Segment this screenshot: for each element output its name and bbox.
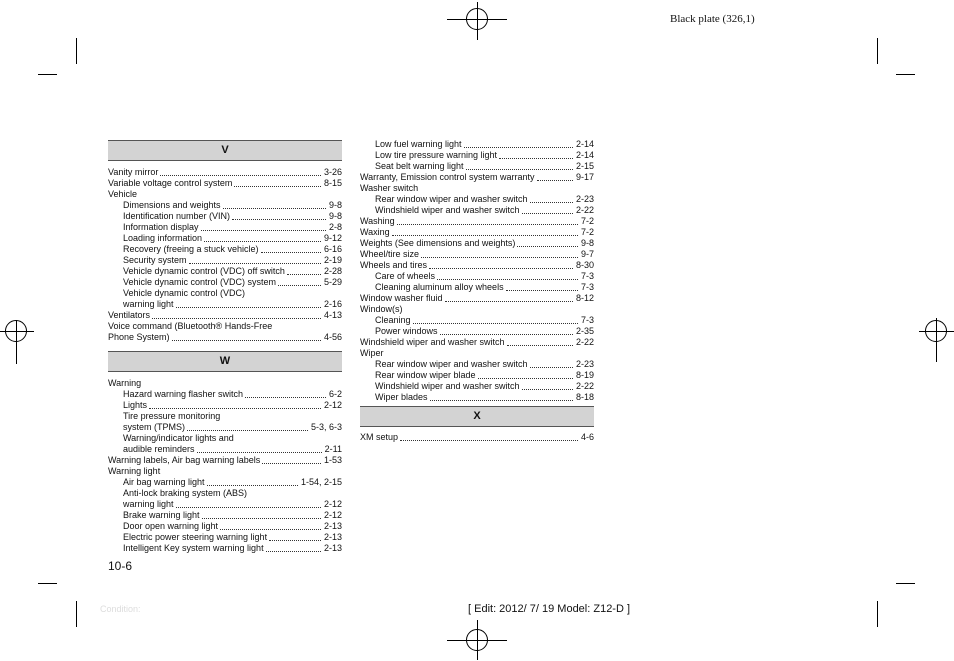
leader-dots	[506, 290, 578, 291]
index-entry	[108, 277, 342, 288]
leader-dots	[234, 186, 321, 187]
index-entry	[360, 271, 594, 282]
crop-mark	[896, 583, 915, 584]
leader-dots	[176, 507, 321, 508]
index-entry	[360, 370, 594, 381]
entry-page: 8-15	[323, 178, 342, 188]
index-column-right	[360, 140, 594, 443]
crop-mark	[896, 74, 915, 75]
index-entry	[108, 189, 342, 200]
index-entry	[108, 488, 342, 499]
entry-term: Dimensions and weights	[123, 200, 221, 210]
entry-term: Tire pressure monitoring	[123, 411, 221, 421]
entry-term: Intelligent Key system warning light	[123, 543, 264, 553]
entry-page: 8-12	[575, 293, 594, 303]
index-entry	[360, 150, 594, 161]
entry-term: Wiper	[360, 348, 384, 358]
leader-dots	[507, 345, 573, 346]
entry-page: 3-26	[323, 167, 342, 177]
leader-dots	[464, 147, 573, 148]
index-entry	[108, 200, 342, 211]
leader-dots	[530, 202, 573, 203]
entry-term: Vehicle	[108, 189, 138, 199]
entry-term: Warning	[108, 378, 142, 388]
index-entry	[108, 233, 342, 244]
leader-dots	[278, 285, 321, 286]
entry-term: Security system	[123, 255, 187, 265]
entry-term: Low fuel warning light	[375, 139, 462, 149]
entry-term: Vehicle dynamic control (VDC)	[123, 288, 246, 298]
leader-dots	[530, 367, 573, 368]
entry-page: 2-12	[323, 499, 342, 509]
index-entry	[360, 161, 594, 172]
entry-page: 9-7	[580, 249, 594, 259]
leader-dots	[207, 485, 298, 486]
index-list-v	[108, 167, 342, 343]
entry-page: 9-8	[328, 200, 342, 210]
leader-dots	[440, 334, 573, 335]
index-entry	[360, 381, 594, 392]
index-entry	[108, 510, 342, 521]
entry-page: 2-13	[323, 543, 342, 553]
entry-page: 1-53	[323, 455, 342, 465]
index-list-w-continued	[360, 139, 594, 403]
entry-page: 9-12	[323, 233, 342, 243]
index-entry	[360, 315, 594, 326]
leader-dots	[160, 175, 321, 176]
entry-term: Windshield wiper and washer switch	[375, 205, 520, 215]
leader-dots	[232, 219, 326, 220]
entry-term: XM setup	[360, 432, 399, 442]
index-entry	[360, 293, 594, 304]
entry-term: Window washer fluid	[360, 293, 443, 303]
entry-term: Seat belt warning light	[375, 161, 464, 171]
entry-term: Rear window wiper blade	[375, 370, 476, 380]
index-entry	[360, 282, 594, 293]
entry-page: 8-19	[575, 370, 594, 380]
entry-term: Washer switch	[360, 183, 419, 193]
index-entry	[108, 266, 342, 277]
index-entry	[360, 432, 594, 443]
leader-dots	[499, 158, 573, 159]
leader-dots	[478, 378, 573, 379]
index-entry	[360, 205, 594, 216]
entry-term: Warning/indicator lights and	[123, 433, 234, 443]
section-header-v: V	[108, 140, 342, 161]
leader-dots	[266, 551, 321, 552]
leader-dots	[197, 452, 322, 453]
index-entry	[108, 477, 342, 488]
entry-term: Washing	[360, 216, 395, 226]
index-entry	[108, 378, 342, 389]
index-entry	[108, 211, 342, 222]
entry-term: Cleaning	[375, 315, 411, 325]
entry-page: 7-3	[580, 315, 594, 325]
index-column-left	[108, 140, 342, 554]
crop-mark	[38, 74, 57, 75]
leader-dots	[149, 408, 321, 409]
registration-mark	[5, 320, 27, 342]
leader-dots	[176, 307, 321, 308]
entry-term: Vanity mirror	[108, 167, 159, 177]
index-entry	[360, 249, 594, 260]
leader-dots	[172, 340, 321, 341]
entry-term: Cleaning aluminum alloy wheels	[375, 282, 504, 292]
entry-term: Loading information	[123, 233, 203, 243]
index-entry	[108, 543, 342, 554]
leader-dots	[261, 252, 321, 253]
entry-page: 4-13	[323, 310, 342, 320]
leader-dots	[392, 235, 578, 236]
entry-term: Window(s)	[360, 304, 403, 314]
entry-page: 5-3, 6-3	[310, 422, 342, 432]
entry-page: 4-56	[323, 332, 342, 342]
entry-page: 5-29	[323, 277, 342, 287]
leader-dots	[223, 208, 326, 209]
entry-page: 2-15	[575, 161, 594, 171]
index-entry	[360, 359, 594, 370]
index-list-x	[360, 432, 594, 443]
entry-term: Anti-lock braking system (ABS)	[123, 488, 248, 498]
crop-mark	[76, 38, 77, 64]
index-entry	[108, 455, 342, 466]
index-entry	[108, 389, 342, 400]
leader-dots	[522, 389, 573, 390]
leader-dots	[437, 279, 578, 280]
entry-page: 2-35	[575, 326, 594, 336]
entry-page: 2-22	[575, 205, 594, 215]
entry-page: 2-23	[575, 359, 594, 369]
index-entry	[360, 227, 594, 238]
entry-page: 7-3	[580, 271, 594, 281]
entry-term: Lights	[123, 400, 148, 410]
index-entry	[108, 310, 342, 321]
leader-dots	[204, 241, 321, 242]
index-entry	[108, 400, 342, 411]
entry-term: Brake warning light	[123, 510, 200, 520]
index-entry	[108, 321, 342, 332]
index-entry	[108, 499, 342, 510]
index-entry	[360, 260, 594, 271]
entry-page: 2-12	[323, 400, 342, 410]
entry-page: 2-23	[575, 194, 594, 204]
leader-dots	[522, 213, 573, 214]
entry-page: 8-30	[575, 260, 594, 270]
leader-dots	[466, 169, 573, 170]
index-entry	[360, 304, 594, 315]
registration-mark	[925, 320, 947, 342]
leader-dots	[421, 257, 578, 258]
entry-term: Electric power steering warning light	[123, 532, 268, 542]
entry-term: Wheels and tires	[360, 260, 428, 270]
entry-term: Waxing	[360, 227, 390, 237]
entry-term: Wiper blades	[375, 392, 428, 402]
entry-page: 2-14	[575, 139, 594, 149]
index-entry	[108, 178, 342, 189]
index-entry	[360, 216, 594, 227]
entry-page: 7-2	[580, 216, 594, 226]
entry-term: Recovery (freeing a stuck vehicle)	[123, 244, 259, 254]
leader-dots	[202, 518, 321, 519]
entry-term: Low tire pressure warning light	[375, 150, 498, 160]
leader-dots	[397, 224, 578, 225]
leader-dots	[413, 323, 578, 324]
condition-label: Condition:	[100, 604, 141, 614]
entry-term: Wheel/tire size	[360, 249, 420, 259]
entry-term: Ventilators	[108, 310, 151, 320]
index-entry	[108, 288, 342, 299]
entry-page: 2-22	[575, 381, 594, 391]
index-entry	[108, 255, 342, 266]
entry-term: Care of wheels	[375, 271, 436, 281]
leader-dots	[537, 180, 573, 181]
entry-term: warning light	[123, 499, 174, 509]
entry-term: audible reminders	[123, 444, 195, 454]
index-entry	[108, 244, 342, 255]
leader-dots	[287, 274, 321, 275]
index-entry	[108, 433, 342, 444]
entry-term: Warning light	[108, 466, 161, 476]
crop-mark	[76, 601, 77, 627]
crop-mark	[38, 583, 57, 584]
index-entry	[108, 521, 342, 532]
index-entry	[360, 348, 594, 359]
index-entry	[360, 183, 594, 194]
crop-mark	[877, 601, 878, 627]
index-entry	[108, 422, 342, 433]
entry-term: Warning labels, Air bag warning labels	[108, 455, 261, 465]
index-entry	[360, 392, 594, 403]
index-entry	[360, 238, 594, 249]
entry-page: 2-14	[575, 150, 594, 160]
entry-page: 6-2	[328, 389, 342, 399]
page-number: 10-6	[108, 559, 133, 573]
entry-term: Warranty, Emission control system warranty	[360, 172, 535, 182]
entry-term: system (TPMS)	[123, 422, 185, 432]
entry-term: Identification number (VIN)	[123, 211, 231, 221]
entry-page: 6-16	[323, 244, 342, 254]
entry-page: 2-13	[323, 532, 342, 542]
index-entry	[108, 332, 342, 343]
index-entry	[108, 532, 342, 543]
index-entry	[108, 167, 342, 178]
entry-term: Voice command (Bluetooth® Hands-Free	[108, 321, 273, 331]
entry-page: 4-6	[580, 432, 594, 442]
index-entry	[108, 299, 342, 310]
leader-dots	[187, 430, 308, 431]
entry-page: 8-18	[575, 392, 594, 402]
entry-term: Phone System)	[108, 332, 170, 342]
entry-term: Variable voltage control system	[108, 178, 233, 188]
leader-dots	[430, 400, 573, 401]
entry-term: Windshield wiper and washer switch	[375, 381, 520, 391]
leader-dots	[445, 301, 573, 302]
entry-term: Weights (See dimensions and weights)	[360, 238, 516, 248]
leader-dots	[262, 463, 321, 464]
entry-page: 1-54, 2-15	[300, 477, 342, 487]
index-list-w	[108, 378, 342, 554]
section-header-w: W	[108, 351, 342, 372]
leader-dots	[189, 263, 321, 264]
index-entry	[360, 139, 594, 150]
index-entry	[108, 222, 342, 233]
index-entry	[360, 172, 594, 183]
entry-page: 2-8	[328, 222, 342, 232]
leader-dots	[201, 230, 326, 231]
entry-term: warning light	[123, 299, 174, 309]
entry-page: 9-17	[575, 172, 594, 182]
entry-term: Vehicle dynamic control (VDC) off switch	[123, 266, 285, 276]
entry-page: 9-8	[328, 211, 342, 221]
entry-page: 2-11	[324, 444, 342, 454]
entry-page: 2-19	[323, 255, 342, 265]
entry-term: Information display	[123, 222, 199, 232]
section-header-x: X	[360, 406, 594, 427]
leader-dots	[269, 540, 321, 541]
crop-mark	[877, 38, 878, 64]
index-entry	[360, 337, 594, 348]
index-entry	[108, 466, 342, 477]
entry-page: 9-8	[580, 238, 594, 248]
index-entry	[360, 326, 594, 337]
registration-mark	[466, 629, 488, 651]
entry-term: Windshield wiper and washer switch	[360, 337, 505, 347]
plate-label: Black plate (326,1)	[670, 13, 755, 25]
entry-term: Air bag warning light	[123, 477, 205, 487]
index-entry	[108, 411, 342, 422]
entry-page: 7-2	[580, 227, 594, 237]
entry-page: 2-22	[575, 337, 594, 347]
entry-term: Power windows	[375, 326, 438, 336]
leader-dots	[400, 440, 578, 441]
leader-dots	[152, 318, 321, 319]
entry-page: 7-3	[580, 282, 594, 292]
entry-page: 2-16	[323, 299, 342, 309]
leader-dots	[220, 529, 321, 530]
index-entry	[108, 444, 342, 455]
entry-term: Rear window wiper and washer switch	[375, 194, 528, 204]
entry-page: 2-28	[323, 266, 342, 276]
entry-page: 2-13	[323, 521, 342, 531]
entry-term: Rear window wiper and washer switch	[375, 359, 528, 369]
entry-term: Vehicle dynamic control (VDC) system	[123, 277, 277, 287]
leader-dots	[517, 246, 578, 247]
index-entry	[360, 194, 594, 205]
entry-term: Hazard warning flasher switch	[123, 389, 244, 399]
entry-term: Door open warning light	[123, 521, 219, 531]
registration-mark	[466, 8, 488, 30]
edit-info: [ Edit: 2012/ 7/ 19 Model: Z12-D ]	[468, 603, 631, 615]
leader-dots	[429, 268, 573, 269]
leader-dots	[245, 397, 326, 398]
entry-page: 2-12	[323, 510, 342, 520]
